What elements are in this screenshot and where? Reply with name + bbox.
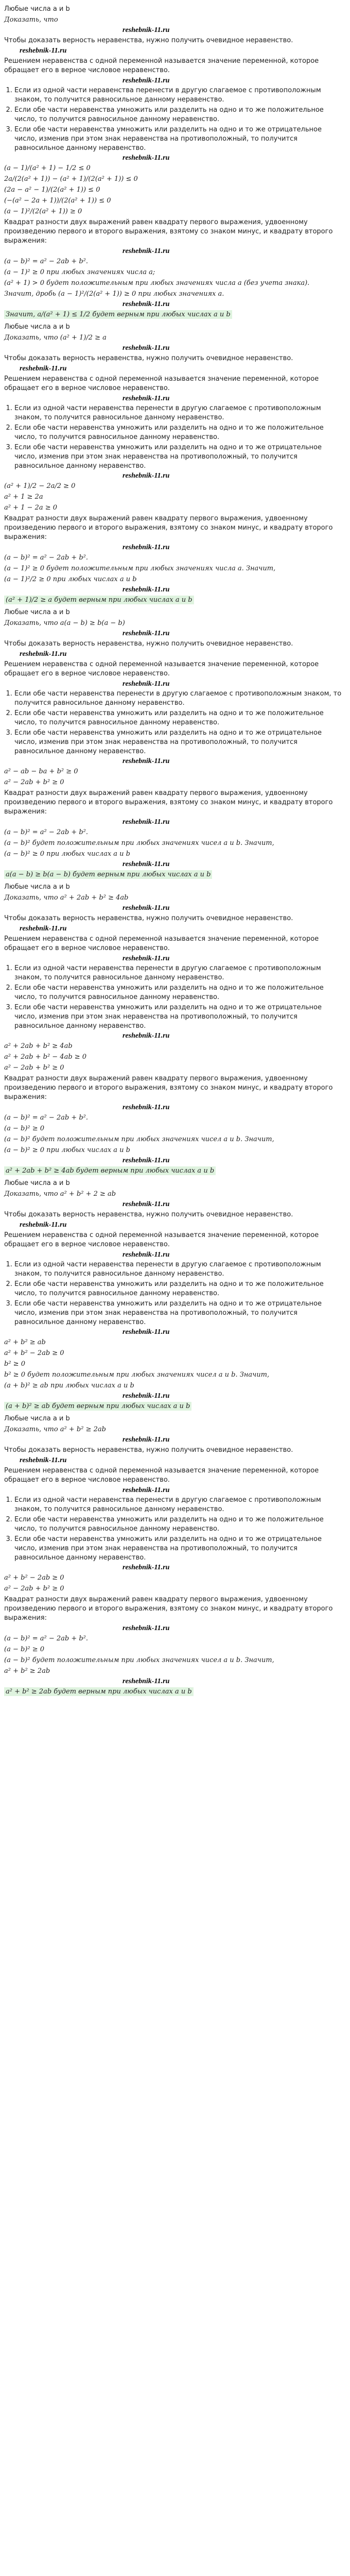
rule-item: 1. Если из одной части неравенства перенести в другую слагаемое с противоположным знаком, то получится равносильное данному неравенство.	[14, 404, 346, 422]
watermark-text: reshebnik-11.ru	[122, 586, 170, 594]
rule-item: 3. Если обе части неравенства умножить или разделить на одно и то же отрицательное число, изменив при этом знак неравенства на противоположный, то получится равносильное данному неравенство.	[14, 125, 346, 153]
rules-intro: Чтобы доказать верность неравенства, нужно получить очевидное неравенство.	[4, 640, 293, 648]
watermark-text: reshebnik-11.ru	[122, 247, 170, 255]
math-step: a² − 2ab + b² ≥ 0	[4, 1585, 64, 1592]
square-diff-note: Квадрат разности двух выражений равен квадрату первого выражения, удвоенному произведению первого и второго выражения, взятому со знаком минус, и квадрату второго выражения:	[4, 789, 333, 816]
watermark-text: reshebnik-11.ru	[122, 344, 170, 352]
section-title: Любые числа a и b	[4, 1179, 70, 1187]
watermark-text: reshebnik-11.ru	[122, 26, 170, 34]
solution-section	[4, 883, 346, 1176]
conclusion	[4, 870, 346, 879]
solution-section	[4, 608, 346, 879]
watermark-text: reshebnik-11.ru	[20, 650, 67, 658]
conclusion	[4, 1687, 346, 1697]
math-step: a² − 2ab + b² ≥ 0	[4, 1064, 64, 1072]
rule-item: 3. Если обе части неравенства умножить или разделить на одно и то же отрицательное число, изменив при этом знак неравенства на противоположный, то получится равносильное данному неравенство.	[14, 1299, 346, 1327]
conclusion	[4, 310, 346, 319]
math-step: a² + b² − 2ab ≥ 0	[4, 1574, 64, 1582]
watermark-text: reshebnik-11.ru	[122, 1200, 170, 1208]
rule-item: 2. Если обе части неравенства умножить или разделить на одно и то же положительное число, то получится равносильное данному неравенство.	[14, 709, 346, 727]
rules-list	[4, 1260, 346, 1327]
watermark-text: reshebnik-11.ru	[122, 680, 170, 688]
fact-line: (a + b)² ≥ ab при любых числах a и b	[4, 1382, 134, 1389]
goal-statement: Доказать, что	[4, 16, 58, 24]
rules-list	[4, 689, 346, 756]
section-title: Любые числа a и b	[4, 323, 70, 331]
rules-list	[4, 404, 346, 471]
math-step: a² + 2ab + b² − 4ab ≥ 0	[4, 1053, 87, 1061]
fact-line: (a − 1)²/2 ≥ 0 при любых числах a и b	[4, 575, 137, 583]
rules-description: Решением неравенства с одной переменной называется значение переменной, которое обращает его в верное числовое неравенство.	[4, 1231, 319, 1248]
section-title: Любые числа a и b	[4, 883, 70, 891]
rules-intro: Чтобы доказать верность неравенства, нужно получить очевидное неравенство.	[4, 1211, 293, 1218]
fact-line: (a − b)² ≥ 0	[4, 1646, 45, 1653]
conclusion	[4, 596, 346, 605]
rules-intro: Чтобы доказать верность неравенства, нужно получить очевидное неравенство.	[4, 1446, 293, 1454]
watermark-text: reshebnik-11.ru	[20, 365, 67, 372]
math-step: (a − 1)/(a² + 1) − 1/2 ≤ 0	[4, 164, 91, 172]
goal-statement: Доказать, что a² + b² ≥ 2ab	[4, 1426, 106, 1433]
rules-intro: Чтобы доказать верность неравенства, нужно получить очевидное неравенство.	[4, 354, 293, 362]
watermark-text: reshebnik-11.ru	[122, 860, 170, 868]
square-diff-note: Квадрат разности двух выражений равен квадрату первого выражения, удвоенному произведению первого и второго выражения, взятому со знаком минус, и квадрату второго выражения:	[4, 218, 333, 245]
rule-item: 1. Если из одной части неравенства перенести в другую слагаемое с противоположным знаком, то получится равносильное данному неравенство.	[14, 1260, 346, 1279]
rule-item: 2. Если обе части неравенства умножить или разделить на одно и то же положительное число, то получится равносильное данному неравенство.	[14, 423, 346, 442]
watermark-text: reshebnik-11.ru	[122, 472, 170, 480]
fact-line: (a − 1)² ≥ 0 при любых значениях числа a;	[4, 268, 155, 276]
conclusion-highlight: (a + b)² ≥ ab будет верным при любых числах a и b	[4, 1402, 191, 1411]
watermark-text: reshebnik-11.ru	[122, 757, 170, 765]
rules-intro: Чтобы доказать верность неравенства, нужно получить очевидное неравенство.	[4, 37, 293, 44]
watermark-text: reshebnik-11.ru	[122, 1104, 170, 1111]
watermark-text: reshebnik-11.ru	[122, 300, 170, 308]
fact-line: (a − b)² ≥ 0 при любых числах a и b	[4, 1146, 130, 1154]
watermark-text: reshebnik-11.ru	[122, 77, 170, 84]
square-diff-note: Квадрат разности двух выражений равен квадрату первого выражения, удвоенному произведению первого и второго выражения, взятому со знаком минус, и квадрату второго выражения:	[4, 515, 333, 541]
goal-statement: Доказать, что a(a − b) ≥ b(a − b)	[4, 619, 125, 627]
math-step: a² + 1 − 2a ≥ 0	[4, 504, 57, 512]
goal-statement: Доказать, что a² + 2ab + b² ≥ 4ab	[4, 894, 129, 902]
rules-list	[4, 1496, 346, 1563]
rules-description: Решением неравенства с одной переменной называется значение переменной, которое обращает его в верное числовое неравенство.	[4, 660, 319, 677]
rules-list	[4, 964, 346, 1031]
fact-line: (a − b)² ≥ 0 при любых числах a и b	[4, 850, 130, 858]
rules-list	[4, 86, 346, 153]
conclusion-highlight: a² + b² ≥ 2ab будет верным при любых числах a и b	[4, 1687, 194, 1696]
rules-description: Решением неравенства с одной переменной называется значение переменной, которое обращает его в верное числовое неравенство.	[4, 935, 319, 952]
watermark-text: reshebnik-11.ru	[122, 630, 170, 637]
square-diff-note: Квадрат разности двух выражений равен квадрату первого выражения, удвоенному произведению первого и второго выражения, взятому со знаком минус, и квадрату второго выражения:	[4, 1596, 333, 1622]
square-diff-formula: (a − b)² = a² − 2ab + b².	[4, 258, 89, 265]
watermark-text: reshebnik-11.ru	[122, 1157, 170, 1164]
square-diff-note: Квадрат разности двух выражений равен квадрату первого выражения, удвоенному произведению первого и второго выражения, взятому со знаком минус, и квадрату второго выражения:	[4, 1075, 333, 1101]
watermark-text: reshebnik-11.ru	[20, 47, 67, 55]
conclusion	[4, 1402, 346, 1411]
fact-line: b² ≥ 0 будет положительным при любых значениях чисел a и b. Значит,	[4, 1371, 270, 1379]
goal-statement: Доказать, что a² + b² + 2 ≥ ab	[4, 1190, 116, 1198]
section-title: Любые числа a и b	[4, 1415, 70, 1422]
watermark-text: reshebnik-11.ru	[122, 1677, 170, 1685]
solution-section	[4, 5, 346, 319]
square-diff-formula: (a − b)² = a² − 2ab + b².	[4, 1635, 89, 1642]
watermark-text: reshebnik-11.ru	[122, 818, 170, 826]
watermark-text: reshebnik-11.ru	[122, 904, 170, 912]
rules-description: Решением неравенства с одной переменной называется значение переменной, которое обращает его в верное числовое неравенство.	[4, 375, 319, 392]
watermark-text: reshebnik-11.ru	[122, 955, 170, 962]
rules-intro: Чтобы доказать верность неравенства, нужно получить очевидное неравенство.	[4, 914, 293, 922]
math-step: a² − ab − ba + b² ≥ 0	[4, 768, 78, 775]
math-step: (−(a² − 2a + 1))/(2(a² + 1)) ≤ 0	[4, 197, 111, 205]
rule-item: 1. Если из одной части неравенства перенести в другую слагаемое с противоположным знаком, то получится равносильное данному неравенство.	[14, 1496, 346, 1514]
square-diff-formula: (a − b)² = a² − 2ab + b².	[4, 1114, 89, 1122]
rule-item: 2. Если обе части неравенства умножить или разделить на одно и то же положительное число, то получится равносильное данному неравенство.	[14, 106, 346, 124]
solution-section	[4, 323, 346, 605]
math-step: 2a/(2(a² + 1)) − (a² + 1)/(2(a² + 1)) ≤ 0	[4, 175, 138, 183]
math-step: a² − 2ab + b² ≥ 0	[4, 778, 64, 786]
goal-statement: Доказать, что (a² + 1)/2 ≥ a	[4, 334, 107, 342]
watermark-text: reshebnik-11.ru	[20, 925, 67, 933]
conclusion	[4, 1166, 346, 1176]
fact-line: (a − b)² будет положительным при любых значениях чисел a и b. Значит,	[4, 1136, 274, 1143]
rule-item: 3. Если обе части неравенства умножить или разделить на одно и то же отрицательное число, изменив при этом знак неравенства на противоположный, то получится равносильное данному неравенство.	[14, 728, 346, 756]
solution-section	[4, 1414, 346, 1697]
fraction-note: Значит, дробь (a − 1)²/(2(a² + 1)) ≥ 0 при любых значениях a.	[4, 290, 224, 298]
fact-line: (a² + 1) > 0 будет положительным при любых значениях числа a (без учета знака).	[4, 279, 310, 287]
watermark-text: reshebnik-11.ru	[20, 1221, 67, 1229]
rule-item: 1. Если из одной части неравенства перенести в другую слагаемое с противоположным знаком, то получится равносильное данному неравенство.	[14, 964, 346, 982]
math-step: a² + 1 ≥ 2a	[4, 493, 43, 501]
math-step: a² + 2ab + b² ≥ 4ab	[4, 1042, 73, 1050]
watermark-text: reshebnik-11.ru	[122, 1392, 170, 1400]
conclusion-highlight: (a² + 1)/2 ≥ a будет верным при любых числах a и b	[4, 596, 194, 604]
rule-item: 2. Если обе части неравенства умножить или разделить на одно и то же положительное число, то получится равносильное данному неравенство.	[14, 1515, 346, 1534]
section-title: Любые числа a и b	[4, 5, 70, 13]
rule-item: 3. Если обе части неравенства умножить или разделить на одно и то же отрицательное число, изменив при этом знак неравенства на противоположный, то получится равносильное данному неравенство.	[14, 1535, 346, 1563]
conclusion-highlight: Значит, a/(a² + 1) ≤ 1/2 будет верным при любых числах a и b	[4, 310, 232, 319]
watermark-text: reshebnik-11.ru	[122, 544, 170, 551]
rule-item: 1. Если из одной части неравенства перенести в другую слагаемое с противоположным знаком, то получится равносильное данному неравенство.	[14, 86, 346, 105]
section-title: Любые числа a и b	[4, 608, 70, 616]
math-step: a² + b² ≥ ab	[4, 1338, 46, 1346]
watermark-text: reshebnik-11.ru	[122, 1032, 170, 1040]
watermark-text: reshebnik-11.ru	[122, 1486, 170, 1494]
math-step: b² ≥ 0	[4, 1360, 25, 1368]
fact-line: (a − 1)² ≥ 0 будет положительным при любых значениях числа a. Значит,	[4, 565, 276, 572]
math-step: (a² + 1)/2 − 2a/2 ≥ 0	[4, 482, 76, 490]
rule-item: 3. Если обе части неравенства умножить или разделить на одно и то же отрицательное число, изменив при этом знак неравенства на противоположный, то получится равносильное данному неравенство.	[14, 443, 346, 471]
watermark-text: reshebnik-11.ru	[122, 154, 170, 162]
watermark-text: reshebnik-11.ru	[122, 1624, 170, 1632]
watermark-text: reshebnik-11.ru	[122, 1251, 170, 1259]
watermark-text: reshebnik-11.ru	[122, 395, 170, 402]
conclusion-highlight: a(a − b) ≥ b(a − b) будет верным при любых числах a и b	[4, 870, 212, 879]
conclusion-highlight: a² + 2ab + b² ≥ 4ab будет верным при любых числах a и b	[4, 1166, 216, 1175]
rule-item: 2. Если обе части неравенства умножить или разделить на одно и то же положительное число, то получится равносильное данному неравенство.	[14, 984, 346, 1002]
fact-line: (a − b)² ≥ 0	[4, 1125, 45, 1132]
watermark-text: reshebnik-11.ru	[20, 1456, 67, 1464]
rule-item: 1. Если обе части неравенства перенести в другую слагаемое с противоположным знаком, то получится равносильное данному неравенство.	[14, 689, 346, 708]
rule-item: 3. Если обе части неравенства умножить или разделить на одно и то же отрицательное число, изменив при этом знак неравенства на противоположный, то получится равносильное данному неравенство.	[14, 1003, 346, 1031]
fact-line: a² + b² ≥ 2ab	[4, 1667, 50, 1675]
watermark-text: reshebnik-11.ru	[122, 1564, 170, 1571]
fact-line: (a − b)² будет положительным при любых значениях чисел a и b. Значит,	[4, 1656, 274, 1664]
math-step: (2a − a² − 1)/(2(a² + 1)) ≤ 0	[4, 186, 100, 194]
watermark-text: reshebnik-11.ru	[122, 1436, 170, 1444]
square-diff-formula: (a − b)² = a² − 2ab + b².	[4, 828, 89, 836]
watermark-text: reshebnik-11.ru	[122, 1328, 170, 1336]
rules-description: Решением неравенства с одной переменной называется значение переменной, которое обращает его в верное числовое неравенство.	[4, 1467, 319, 1484]
rules-description: Решением неравенства с одной переменной называется значение переменной, которое обращает его в верное числовое неравенство.	[4, 57, 319, 74]
math-step: (a − 1)²/(2(a² + 1)) ≥ 0	[4, 208, 82, 215]
rule-item: 2. Если обе части неравенства умножить или разделить на одно и то же положительное число, то получится равносильное данному неравенство.	[14, 1280, 346, 1298]
solution-section	[4, 1179, 346, 1411]
math-step: a² + b² − 2ab ≥ 0	[4, 1349, 64, 1357]
square-diff-formula: (a − b)² = a² − 2ab + b².	[4, 554, 89, 562]
fact-line: (a − b)² будет положительным при любых значениях чисел a и b. Значит,	[4, 839, 274, 847]
